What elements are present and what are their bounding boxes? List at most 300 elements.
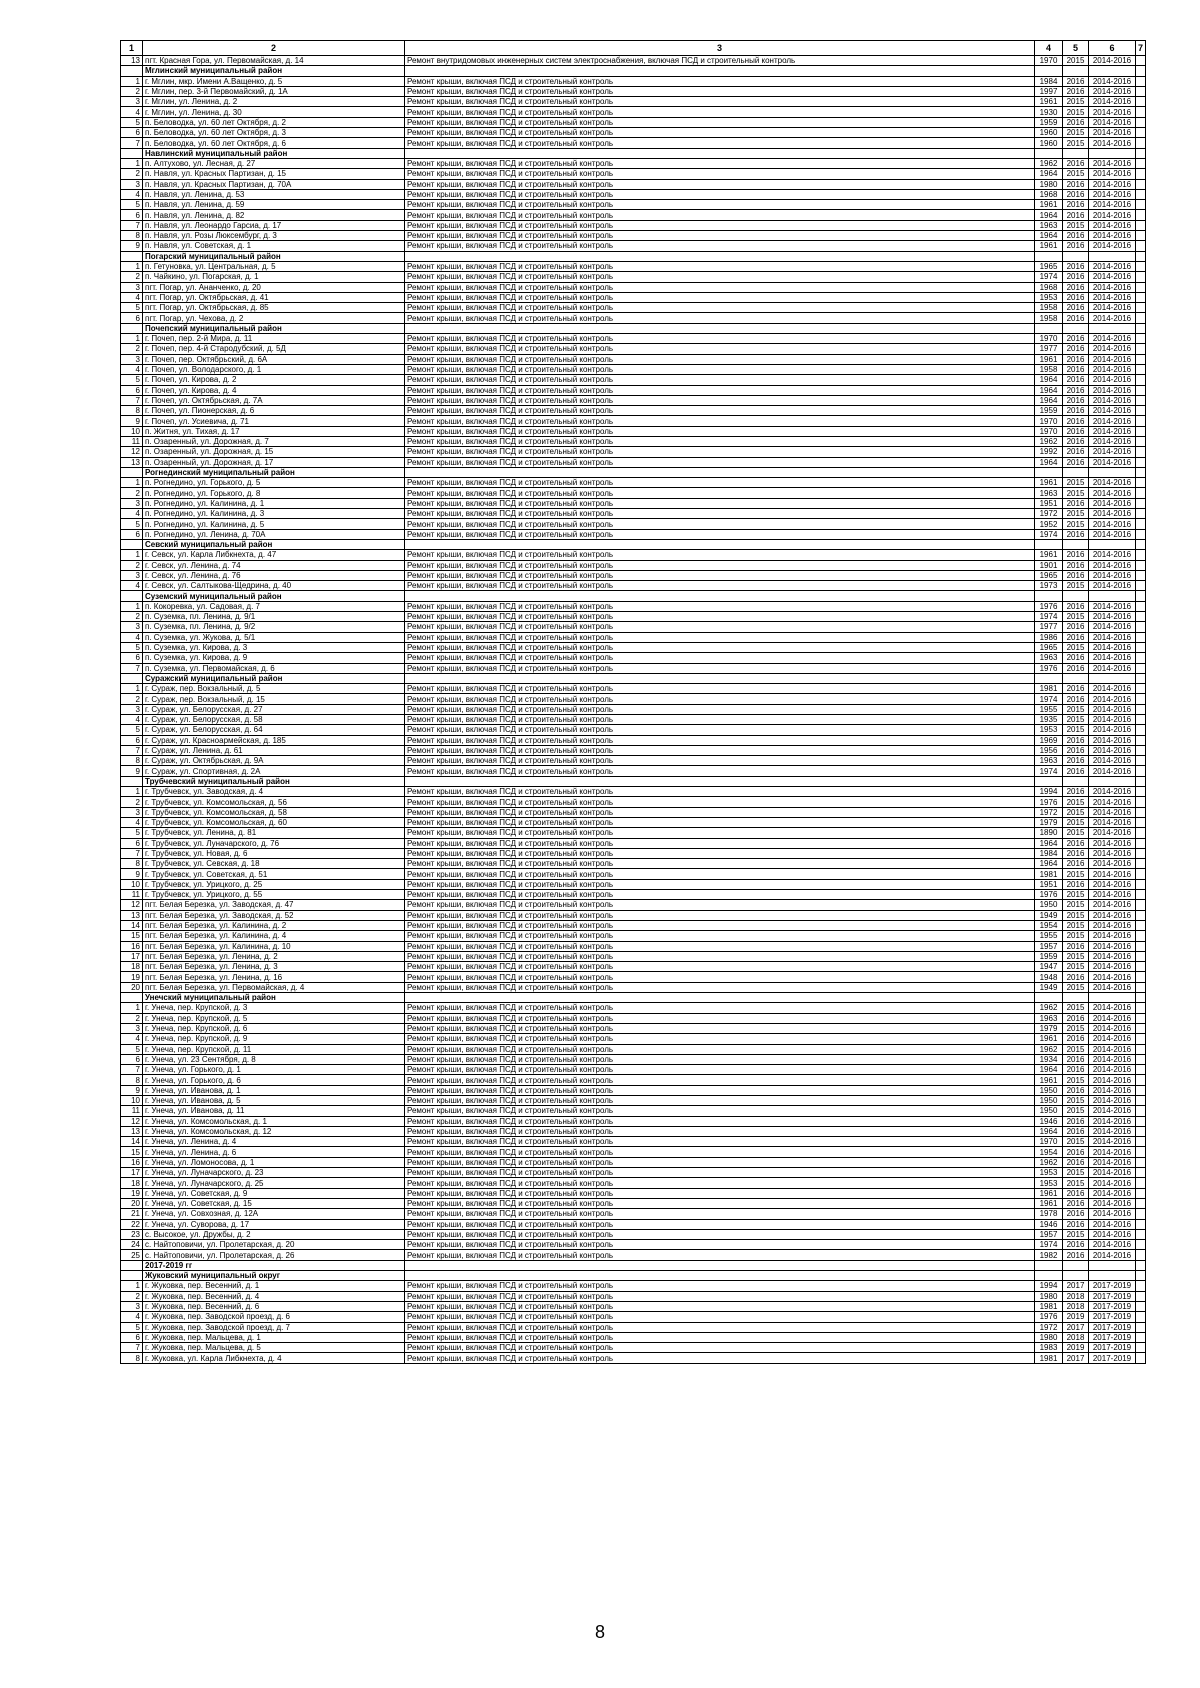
planned-year-cell: 2015 — [1063, 920, 1089, 930]
planned-year-cell: 2015 — [1063, 128, 1089, 138]
work-type-cell: Ремонт крыши, включая ПСД и строительный контроль — [405, 436, 1035, 446]
build-year-cell: 1963 — [1035, 756, 1063, 766]
table-row — [121, 1054, 1146, 1064]
table-row — [121, 364, 1146, 374]
empty-cell — [1136, 900, 1146, 910]
period-cell: 2017-2019 — [1089, 1291, 1136, 1301]
table-row — [121, 509, 1146, 519]
planned-year-cell: 2016 — [1063, 848, 1089, 858]
table-row — [121, 128, 1146, 138]
period-cell: 2014-2016 — [1089, 97, 1136, 107]
row-number: 12 — [121, 900, 143, 910]
table-row — [121, 1322, 1146, 1332]
row-number: 6 — [121, 128, 143, 138]
empty-cell — [1136, 210, 1146, 220]
work-type-cell: Ремонт крыши, включая ПСД и строительный контроль — [405, 601, 1035, 611]
empty-cell — [1136, 817, 1146, 827]
build-year-cell: 1976 — [1035, 890, 1063, 900]
planned-year-cell: 2016 — [1063, 601, 1089, 611]
build-year-cell: 1968 — [1035, 189, 1063, 199]
row-number: 1 — [121, 550, 143, 560]
empty-cell — [1136, 756, 1146, 766]
empty-cell — [1136, 272, 1146, 282]
empty-cell — [1063, 1260, 1089, 1270]
empty-cell — [405, 66, 1035, 76]
planned-year-cell: 2017 — [1063, 1322, 1089, 1332]
row-number: 17 — [121, 1168, 143, 1178]
table-row — [121, 519, 1146, 529]
section-row — [121, 1260, 1146, 1270]
planned-year-cell: 2018 — [1063, 1301, 1089, 1311]
row-number: 2 — [121, 272, 143, 282]
table-row — [121, 1116, 1146, 1126]
period-cell: 2014-2016 — [1089, 601, 1136, 611]
address-cell: п. Рогнедино, ул. Калинина, д. 5 — [143, 519, 405, 529]
address-cell: пгт. Белая Березка, ул. Калинина, д. 10 — [143, 941, 405, 951]
row-number: 3 — [121, 498, 143, 508]
address-cell: пгт. Белая Березка, ул. Первомайская, д. 4 — [143, 982, 405, 992]
planned-year-cell: 2016 — [1063, 179, 1089, 189]
row-number: 1 — [121, 1281, 143, 1291]
row-number: 4 — [121, 1034, 143, 1044]
address-cell: г. Трубчевск, ул. Севская, д. 18 — [143, 859, 405, 869]
column-number: 5 — [1063, 41, 1089, 56]
empty-cell — [1136, 509, 1146, 519]
empty-cell — [1136, 1075, 1146, 1085]
row-number: 2 — [121, 86, 143, 96]
build-year-cell: 1962 — [1035, 158, 1063, 168]
address-cell: г. Унеча, ул. Луначарского, д. 25 — [143, 1178, 405, 1188]
section-title: Суземский муниципальный район — [143, 591, 405, 601]
row-number: 1 — [121, 158, 143, 168]
period-cell: 2014-2016 — [1089, 210, 1136, 220]
period-cell: 2014-2016 — [1089, 509, 1136, 519]
planned-year-cell: 2016 — [1063, 1085, 1089, 1095]
table-row — [121, 1126, 1146, 1136]
row-number: 4 — [121, 1312, 143, 1322]
planned-year-cell: 2015 — [1063, 1023, 1089, 1033]
empty-cell — [1063, 591, 1089, 601]
planned-year-cell: 2016 — [1063, 426, 1089, 436]
empty-cell — [1136, 663, 1146, 673]
work-type-cell: Ремонт крыши, включая ПСД и строительный контроль — [405, 261, 1035, 271]
row-number: 1 — [121, 684, 143, 694]
build-year-cell: 1976 — [1035, 601, 1063, 611]
empty-cell — [1136, 838, 1146, 848]
planned-year-cell: 2015 — [1063, 478, 1089, 488]
table-row — [121, 1023, 1146, 1033]
address-cell: г. Унеча, ул. Горького, д. 1 — [143, 1065, 405, 1075]
empty-cell — [1136, 1322, 1146, 1332]
planned-year-cell: 2016 — [1063, 653, 1089, 663]
address-cell: г. Унеча, ул. Луначарского, д. 23 — [143, 1168, 405, 1178]
address-cell: г. Жуковка, пер. Весенний, д. 4 — [143, 1291, 405, 1301]
period-cell: 2014-2016 — [1089, 1013, 1136, 1023]
empty-cell — [1136, 148, 1146, 158]
empty-cell — [1136, 632, 1146, 642]
row-number: 1 — [121, 1003, 143, 1013]
empty-cell — [1136, 467, 1146, 477]
planned-year-cell: 2016 — [1063, 375, 1089, 385]
address-cell: п. Навля, ул. Ленина, д. 82 — [143, 210, 405, 220]
work-type-cell: Ремонт крыши, включая ПСД и строительный контроль — [405, 406, 1035, 416]
planned-year-cell: 2016 — [1063, 354, 1089, 364]
work-type-cell: Ремонт крыши, включая ПСД и строительный контроль — [405, 1075, 1035, 1085]
build-year-cell: 1965 — [1035, 570, 1063, 580]
empty-cell — [1136, 807, 1146, 817]
planned-year-cell: 2017 — [1063, 1281, 1089, 1291]
empty-cell — [405, 1260, 1035, 1270]
empty-cell — [1136, 117, 1146, 127]
address-cell: г. Жуковка, пер. Весенний, д. 1 — [143, 1281, 405, 1291]
table-row — [121, 416, 1146, 426]
build-year-cell: 1962 — [1035, 436, 1063, 446]
address-cell: г. Унеча, пер. Крупской, д. 9 — [143, 1034, 405, 1044]
work-type-cell: Ремонт крыши, включая ПСД и строительный контроль — [405, 1116, 1035, 1126]
address-cell: г. Севск, ул. Карла Либкнехта, д. 47 — [143, 550, 405, 560]
empty-cell — [405, 673, 1035, 683]
planned-year-cell: 2015 — [1063, 715, 1089, 725]
empty-cell — [1136, 1229, 1146, 1239]
work-type-cell: Ремонт крыши, включая ПСД и строительный контроль — [405, 1044, 1035, 1054]
column-number: 4 — [1035, 41, 1063, 56]
table-row — [121, 972, 1146, 982]
empty-cell — [1136, 529, 1146, 539]
table-row — [121, 869, 1146, 879]
empty-cell — [1136, 1271, 1146, 1281]
address-cell: г. Унеча, ул. Комсомольская, д. 1 — [143, 1116, 405, 1126]
work-type-cell: Ремонт крыши, включая ПСД и строительный контроль — [405, 848, 1035, 858]
work-type-cell: Ремонт крыши, включая ПСД и строительный контроль — [405, 158, 1035, 168]
period-cell: 2014-2016 — [1089, 241, 1136, 251]
table-row — [121, 282, 1146, 292]
address-cell: п. Озаренный, ул. Дорожная, д. 7 — [143, 436, 405, 446]
build-year-cell: 1961 — [1035, 1188, 1063, 1198]
section-title: Трубчевский муниципальный район — [143, 776, 405, 786]
document-sheet — [120, 40, 1145, 1364]
table-row — [121, 107, 1146, 117]
work-type-cell: Ремонт крыши, включая ПСД и строительный контроль — [405, 1188, 1035, 1198]
address-cell: г. Унеча, ул. 23 Сентября, д. 8 — [143, 1054, 405, 1064]
build-year-cell: 1961 — [1035, 200, 1063, 210]
row-number: 5 — [121, 117, 143, 127]
empty-cell — [121, 993, 143, 1003]
work-type-cell: Ремонт крыши, включая ПСД и строительный контроль — [405, 354, 1035, 364]
address-cell: г. Унеча, пер. Крупской, д. 11 — [143, 1044, 405, 1054]
table-row — [121, 684, 1146, 694]
empty-cell — [121, 591, 143, 601]
period-cell: 2014-2016 — [1089, 1065, 1136, 1075]
work-type-cell: Ремонт крыши, включая ПСД и строительный контроль — [405, 385, 1035, 395]
build-year-cell: 1959 — [1035, 406, 1063, 416]
empty-cell — [1136, 344, 1146, 354]
period-cell: 2014-2016 — [1089, 128, 1136, 138]
empty-cell — [1136, 1219, 1146, 1229]
planned-year-cell: 2016 — [1063, 210, 1089, 220]
row-number: 11 — [121, 1106, 143, 1116]
address-cell: г. Жуковка, пер. Мальцева, д. 1 — [143, 1332, 405, 1342]
build-year-cell: 1960 — [1035, 138, 1063, 148]
repair-program-table — [120, 40, 1146, 1364]
period-cell: 2014-2016 — [1089, 1023, 1136, 1033]
row-number: 13 — [121, 56, 143, 66]
table-row — [121, 817, 1146, 827]
table-row — [121, 1147, 1146, 1157]
section-title: Навлинский муниципальный район — [143, 148, 405, 158]
build-year-cell: 1982 — [1035, 1250, 1063, 1260]
planned-year-cell: 2015 — [1063, 1178, 1089, 1188]
address-cell: п. Суземка, ул. Кирова, д. 9 — [143, 653, 405, 663]
work-type-cell: Ремонт крыши, включая ПСД и строительный контроль — [405, 1034, 1035, 1044]
period-cell: 2014-2016 — [1089, 581, 1136, 591]
build-year-cell: 1962 — [1035, 1003, 1063, 1013]
empty-cell — [1136, 292, 1146, 302]
work-type-cell: Ремонт крыши, включая ПСД и строительный контроль — [405, 560, 1035, 570]
period-cell: 2014-2016 — [1089, 1126, 1136, 1136]
period-cell: 2014-2016 — [1089, 1198, 1136, 1208]
empty-cell — [1136, 581, 1146, 591]
period-cell: 2014-2016 — [1089, 1219, 1136, 1229]
address-cell: г. Сураж, ул. Белорусская, д. 27 — [143, 704, 405, 714]
work-type-cell: Ремонт крыши, включая ПСД и строительный контроль — [405, 303, 1035, 313]
table-row — [121, 488, 1146, 498]
row-number: 6 — [121, 529, 143, 539]
build-year-cell: 1972 — [1035, 509, 1063, 519]
period-cell: 2014-2016 — [1089, 890, 1136, 900]
address-cell: г. Почеп, ул. Усиевича, д. 71 — [143, 416, 405, 426]
empty-cell — [405, 148, 1035, 158]
work-type-cell: Ремонт крыши, включая ПСД и строительный контроль — [405, 797, 1035, 807]
empty-cell — [1136, 890, 1146, 900]
address-cell: г. Унеча, ул. Иванова, д. 1 — [143, 1085, 405, 1095]
build-year-cell: 1980 — [1035, 179, 1063, 189]
column-number-row — [121, 41, 1146, 56]
address-cell: п. Беловодка, ул. 60 лет Октября, д. 2 — [143, 117, 405, 127]
table-row — [121, 982, 1146, 992]
build-year-cell: 1964 — [1035, 231, 1063, 241]
planned-year-cell: 2016 — [1063, 117, 1089, 127]
empty-cell — [1136, 138, 1146, 148]
period-cell: 2014-2016 — [1089, 745, 1136, 755]
build-year-cell: 1955 — [1035, 931, 1063, 941]
build-year-cell: 1977 — [1035, 622, 1063, 632]
row-number: 7 — [121, 745, 143, 755]
period-cell: 2014-2016 — [1089, 519, 1136, 529]
address-cell: пгт. Погар, ул. Ананченко, д. 20 — [143, 282, 405, 292]
empty-cell — [1136, 1301, 1146, 1311]
build-year-cell: 1968 — [1035, 282, 1063, 292]
empty-cell — [1136, 982, 1146, 992]
work-type-cell: Ремонт крыши, включая ПСД и строительный контроль — [405, 1353, 1035, 1363]
row-number: 4 — [121, 292, 143, 302]
column-number: 7 — [1136, 41, 1146, 56]
period-cell: 2014-2016 — [1089, 478, 1136, 488]
work-type-cell: Ремонт крыши, включая ПСД и строительный контроль — [405, 426, 1035, 436]
section-row — [121, 148, 1146, 158]
planned-year-cell: 2015 — [1063, 982, 1089, 992]
empty-cell — [1035, 1260, 1063, 1270]
address-cell: г. Унеча, пер. Крупской, д. 3 — [143, 1003, 405, 1013]
address-cell: г. Почеп, ул. Октябрьская, д. 7А — [143, 395, 405, 405]
table-row — [121, 951, 1146, 961]
build-year-cell: 1986 — [1035, 632, 1063, 642]
empty-cell — [1136, 694, 1146, 704]
row-number: 6 — [121, 313, 143, 323]
table-row — [121, 1085, 1146, 1095]
row-number: 2 — [121, 797, 143, 807]
build-year-cell: 1981 — [1035, 1353, 1063, 1363]
build-year-cell: 1974 — [1035, 272, 1063, 282]
empty-cell — [1136, 56, 1146, 66]
period-cell: 2014-2016 — [1089, 570, 1136, 580]
table-row — [121, 920, 1146, 930]
table-row — [121, 962, 1146, 972]
work-type-cell: Ремонт крыши, включая ПСД и строительный контроль — [405, 787, 1035, 797]
build-year-cell: 1953 — [1035, 292, 1063, 302]
work-type-cell: Ремонт крыши, включая ПСД и строительный контроль — [405, 715, 1035, 725]
planned-year-cell: 2016 — [1063, 766, 1089, 776]
build-year-cell: 1964 — [1035, 375, 1063, 385]
build-year-cell: 1969 — [1035, 735, 1063, 745]
address-cell: г. Сураж, ул. Красноармейская, д. 185 — [143, 735, 405, 745]
table-row — [121, 478, 1146, 488]
table-row — [121, 76, 1146, 86]
planned-year-cell: 2015 — [1063, 1137, 1089, 1147]
build-year-cell: 1955 — [1035, 704, 1063, 714]
build-year-cell: 1973 — [1035, 581, 1063, 591]
table-row — [121, 1312, 1146, 1322]
period-cell: 2014-2016 — [1089, 560, 1136, 570]
period-cell: 2014-2016 — [1089, 1240, 1136, 1250]
work-type-cell: Ремонт крыши, включая ПСД и строительный контроль — [405, 313, 1035, 323]
table-row — [121, 1168, 1146, 1178]
period-cell: 2014-2016 — [1089, 1034, 1136, 1044]
planned-year-cell: 2016 — [1063, 941, 1089, 951]
address-cell: с. Высокое, ул. Дружбы, д. 2 — [143, 1229, 405, 1239]
planned-year-cell: 2016 — [1063, 838, 1089, 848]
table-row — [121, 787, 1146, 797]
empty-cell — [1136, 86, 1146, 96]
planned-year-cell: 2016 — [1063, 416, 1089, 426]
period-cell: 2014-2016 — [1089, 303, 1136, 313]
table-row — [121, 436, 1146, 446]
work-type-cell: Ремонт крыши, включая ПСД и строительный контроль — [405, 1343, 1035, 1353]
build-year-cell: 1961 — [1035, 550, 1063, 560]
empty-cell — [1136, 354, 1146, 364]
period-cell: 2014-2016 — [1089, 138, 1136, 148]
build-year-cell: 1951 — [1035, 879, 1063, 889]
row-number: 16 — [121, 941, 143, 951]
table-row — [121, 272, 1146, 282]
address-cell: г. Унеча, ул. Совхозная, д. 12А — [143, 1209, 405, 1219]
row-number: 15 — [121, 931, 143, 941]
planned-year-cell: 2016 — [1063, 282, 1089, 292]
empty-cell — [1035, 993, 1063, 1003]
empty-cell — [1136, 251, 1146, 261]
empty-cell — [1035, 539, 1063, 549]
build-year-cell: 1970 — [1035, 426, 1063, 436]
address-cell: г. Мглин, пер. 3-й Первомайский, д. 1А — [143, 86, 405, 96]
planned-year-cell: 2016 — [1063, 550, 1089, 560]
planned-year-cell: 2016 — [1063, 1013, 1089, 1023]
row-number: 3 — [121, 807, 143, 817]
row-number: 3 — [121, 570, 143, 580]
row-number: 5 — [121, 200, 143, 210]
table-row — [121, 395, 1146, 405]
row-number: 5 — [121, 642, 143, 652]
period-cell: 2014-2016 — [1089, 529, 1136, 539]
row-number: 13 — [121, 910, 143, 920]
table-row — [121, 200, 1146, 210]
planned-year-cell: 2015 — [1063, 138, 1089, 148]
planned-year-cell: 2016 — [1063, 1065, 1089, 1075]
build-year-cell: 1964 — [1035, 385, 1063, 395]
build-year-cell: 1974 — [1035, 612, 1063, 622]
table-row — [121, 86, 1146, 96]
empty-cell — [1136, 941, 1146, 951]
planned-year-cell: 2016 — [1063, 972, 1089, 982]
address-cell: г. Почеп, пер. 4-й Стародубский, д. 5Д — [143, 344, 405, 354]
empty-cell — [1035, 66, 1063, 76]
address-cell: г. Унеча, ул. Советская, д. 15 — [143, 1198, 405, 1208]
work-type-cell: Ремонт крыши, включая ПСД и строительный контроль — [405, 1281, 1035, 1291]
work-type-cell: Ремонт крыши, включая ПСД и строительный контроль — [405, 509, 1035, 519]
table-row — [121, 334, 1146, 344]
row-number: 7 — [121, 220, 143, 230]
empty-cell — [1063, 1271, 1089, 1281]
period-cell: 2014-2016 — [1089, 931, 1136, 941]
table-row — [121, 1013, 1146, 1023]
period-cell: 2014-2016 — [1089, 797, 1136, 807]
planned-year-cell: 2015 — [1063, 642, 1089, 652]
address-cell: пгт. Погар, ул. Чехова, д. 2 — [143, 313, 405, 323]
table-row — [121, 1188, 1146, 1198]
empty-cell — [1136, 416, 1146, 426]
empty-cell — [1136, 1106, 1146, 1116]
address-cell: п. Суземка, ул. Кирова, д. 3 — [143, 642, 405, 652]
work-type-cell: Ремонт крыши, включая ПСД и строительный контроль — [405, 684, 1035, 694]
address-cell: г. Сураж, ул. Ленина, д. 61 — [143, 745, 405, 755]
empty-cell — [1136, 612, 1146, 622]
empty-cell — [1136, 766, 1146, 776]
period-cell: 2014-2016 — [1089, 704, 1136, 714]
build-year-cell: 1952 — [1035, 519, 1063, 529]
period-cell: 2014-2016 — [1089, 1188, 1136, 1198]
row-number: 3 — [121, 1301, 143, 1311]
build-year-cell: 1974 — [1035, 766, 1063, 776]
empty-cell — [1063, 673, 1089, 683]
planned-year-cell: 2015 — [1063, 1168, 1089, 1178]
empty-cell — [1035, 673, 1063, 683]
build-year-cell: 1953 — [1035, 725, 1063, 735]
period-cell: 2014-2016 — [1089, 313, 1136, 323]
empty-cell — [1136, 1157, 1146, 1167]
build-year-cell: 1965 — [1035, 261, 1063, 271]
build-year-cell: 1960 — [1035, 128, 1063, 138]
planned-year-cell: 2015 — [1063, 488, 1089, 498]
planned-year-cell: 2016 — [1063, 457, 1089, 467]
table-row — [121, 735, 1146, 745]
table-row — [121, 220, 1146, 230]
period-cell: 2014-2016 — [1089, 622, 1136, 632]
planned-year-cell: 2016 — [1063, 632, 1089, 642]
row-number: 6 — [121, 1054, 143, 1064]
address-cell: г. Сураж, ул. Спортивная, д. 2А — [143, 766, 405, 776]
build-year-cell: 1992 — [1035, 447, 1063, 457]
address-cell: г. Унеча, пер. Крупской, д. 6 — [143, 1023, 405, 1033]
address-cell: г. Унеча, ул. Ломоносова, д. 1 — [143, 1157, 405, 1167]
period-cell: 2014-2016 — [1089, 1178, 1136, 1188]
